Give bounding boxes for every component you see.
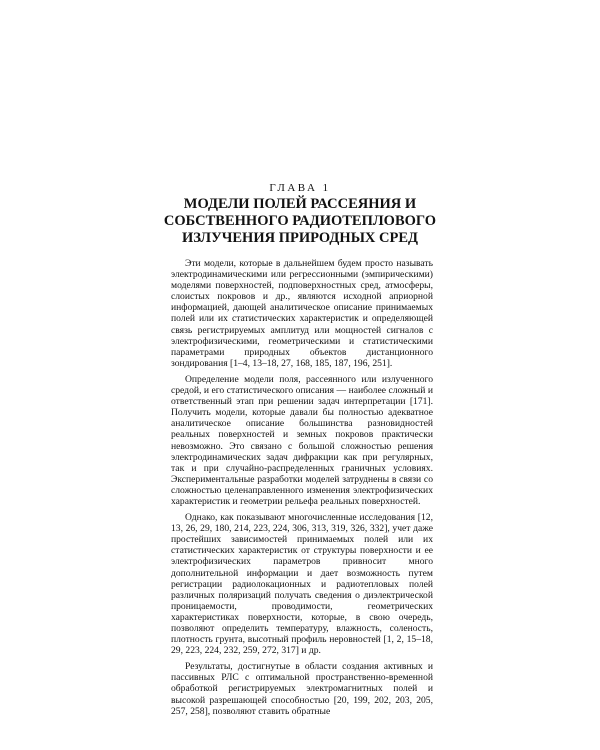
paragraph-2: Определение модели поля, рассеянного или излученного средой, и его статистического описания — наиболее сложный и ответственный этап при решении задач интерпретации [171]. Получить модели, которые давали бы полностью адекватное аналитическое описание большинства разновидностей реальных поверхностей и земных покровов практически невозможно. Это связано с большой сложностью решения электродинамических задач дифракции как при регулярных, так и при случайно-распределенных граничных условиях. Экспериментальные разработки моделей затруднены в связи со сложностью целенаправленного изменения электрофизических характеристик и геометрии рельефа реальных поверхностей. <box>171 373 433 507</box>
body-text <box>171 258 433 722</box>
chapter-label: ГЛАВА 1 <box>269 182 331 194</box>
paragraph-3: Однако, как показывают многочисленные исследования [12, 13, 26, 29, 180, 214, 223, 224, 306, 313, 319, 326, 332], учет даже простейших зависимостей принимаемых полей или их статистических характеристик от структуры поверхности и ее электрофизических параметров привносит много дополнительной информации и дает возможность путем регистрации радиолокационных и радиотепловых полей различных поляризаций получать сведения о диэлектрической проницаемости, проводимости, геометрических характеристиках поверхности, которые, в свою очередь, позволяют определить температуру, влажность, соленость, плотность грунта, высотный профиль неровностей [1, 2, 15–18, 29, 223, 224, 232, 259, 272, 317] и др. <box>171 512 433 657</box>
paragraph-4: Результаты, достигнутые в области создания активных и пассивных РЛС с оптимальной пространственно-временной обработкой регистрируемых электромагнитных полей и высокой разрешающей способностью [20, 199, 202, 203, 205, 257, 258], позволяют ставить обратные <box>171 661 433 717</box>
paragraph-1: Эти модели, которые в дальнейшем будем просто называть электродинамическими или регрессионными (эмпирическими) моделями поверхностей, подповерхностных сред, атмосферы, слоистых покровов и др., являются исходной априорной информацией, дающей аналитическое описание принимаемых полей или их статистических характеристик и определяющей связь регистрируемых амплитуд или мощностей сигналов с электрофизическими, геометрическими и статистическими параметрами природных объектов дистанционного зондирования [1–4, 13–18, 27, 168, 185, 187, 196, 251]. <box>171 258 433 369</box>
chapter-title: МОДЕЛИ ПОЛЕЙ РАССЕЯНИЯ И СОБСТВЕННОГО РАДИОТЕПЛОВОГО ИЗЛУЧЕНИЯ ПРИРОДНЫХ СРЕД <box>163 196 437 246</box>
